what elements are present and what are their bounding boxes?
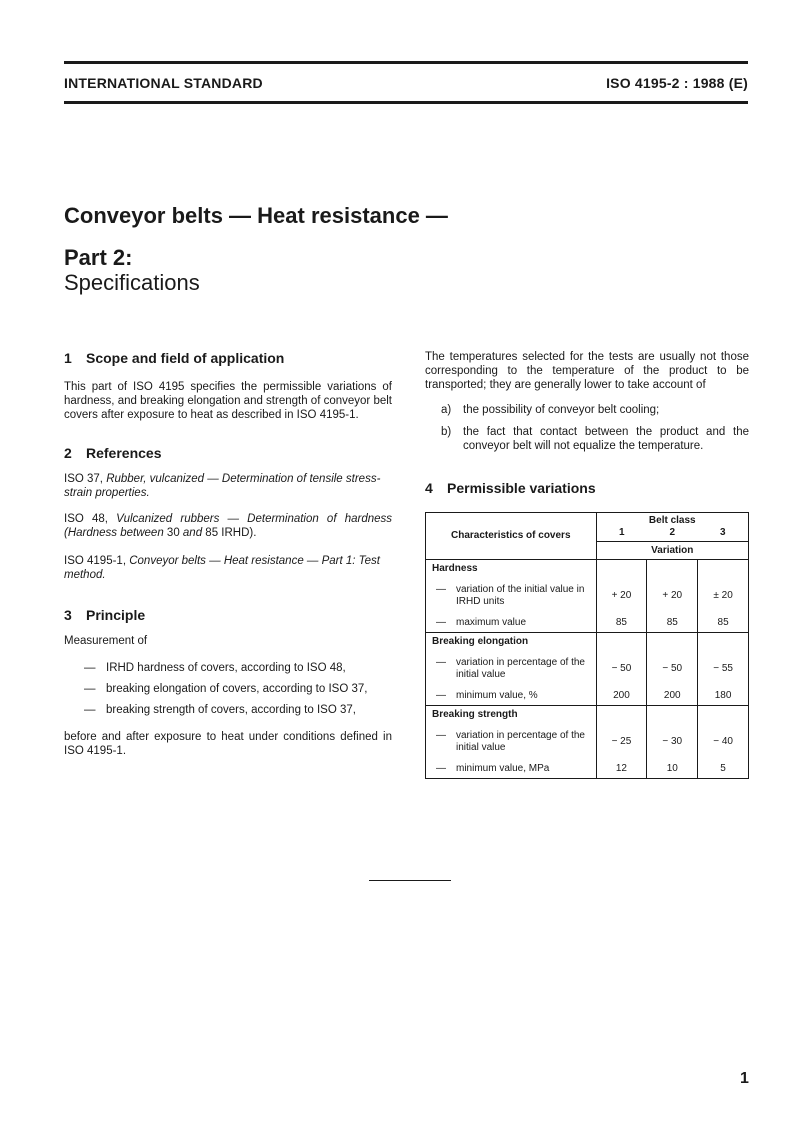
principle-item-text: IRHD hardness of covers, according to ISO 48,: [106, 662, 346, 674]
table-cell: [647, 560, 698, 579]
row-label-text: variation in percentage of the initial value: [456, 730, 585, 753]
list-label: b): [441, 426, 452, 438]
belt-class-label: Belt class: [648, 515, 696, 526]
table-cell: 85: [596, 614, 647, 633]
table-group-row: [426, 706, 749, 725]
table-cell: − 55: [698, 651, 749, 687]
reference-code: ISO 48,: [64, 513, 117, 525]
table-cell: − 50: [647, 651, 698, 687]
section-4-heading: [425, 479, 749, 497]
section-3-heading: [64, 606, 392, 624]
table-row: [426, 651, 749, 687]
belt-class-numbers: [597, 527, 748, 539]
row-label-text: minimum value, %: [456, 690, 538, 701]
section-1-heading: [64, 349, 392, 367]
reference-number: 85 IRHD: [205, 527, 250, 539]
table-cell: − 25: [596, 724, 647, 760]
table-cell: [647, 633, 698, 652]
row-label: [426, 760, 597, 779]
table-row: [426, 578, 749, 614]
table-cell: + 20: [647, 578, 698, 614]
reference-title: Vulcanized rubbers — Determination of hardness (Hardness between: [64, 513, 393, 539]
section-3-outro: before and after exposure to heat under conditions defined in ISO 4195-1.: [64, 731, 392, 757]
table-cell: [596, 560, 647, 579]
table-row: [426, 760, 749, 779]
reference-code: ISO 37,: [64, 473, 107, 485]
list-text: the fact that contact between the product and the conveyor belt will not equalize the temperature.: [463, 426, 749, 452]
section-2-title: References: [86, 445, 162, 461]
table-row: [426, 724, 749, 760]
table-cell: 200: [647, 687, 698, 706]
dash: —: [436, 657, 446, 668]
end-rule: [369, 880, 451, 881]
group-name: Hardness: [426, 560, 597, 579]
principle-item: [64, 682, 392, 696]
table-row: [426, 687, 749, 706]
title-main: Conveyor belts — Heat resistance —: [64, 203, 448, 228]
section-1-text: This part of ISO 4195 specifies the permissible variations of hardness, and breaking elongation and strength of conveyor belt covers after exposure to heat as described in ISO 4195-1.: [64, 381, 392, 421]
section-1-title: Scope and field of application: [86, 350, 285, 366]
dash: —: [84, 662, 96, 674]
principle-item-text: breaking strength of covers, according to ISO 37,: [106, 704, 356, 716]
dash: —: [436, 763, 446, 774]
title-part: Part 2:: [64, 245, 133, 270]
principle-item: [64, 661, 392, 675]
table-cell: − 40: [698, 724, 749, 760]
section-4-number: 4: [425, 480, 433, 496]
table-cell: 200: [596, 687, 647, 706]
table-cell: 12: [596, 760, 647, 779]
table-cell: − 50: [596, 651, 647, 687]
table-group-row: [426, 560, 749, 579]
row-label: [426, 724, 597, 760]
section-3-title: Principle: [86, 607, 146, 623]
dash: —: [84, 704, 96, 716]
table-cell: 85: [647, 614, 698, 633]
table-cell: − 30: [647, 724, 698, 760]
section-3-number: 3: [64, 607, 72, 623]
list-text: the possibility of conveyor belt cooling;: [463, 404, 660, 416]
section-3-intro: Measurement of: [64, 635, 148, 647]
reference-iso-37: [64, 472, 392, 500]
table-cell: 85: [698, 614, 749, 633]
reference-iso-48: [64, 512, 392, 540]
header-right: ISO 4195-2 : 1988 (E): [606, 75, 748, 91]
table-cell: ± 20: [698, 578, 749, 614]
reference-code: ISO 4195-1,: [64, 555, 130, 567]
principle-item-text: breaking elongation of covers, according to ISO 37,: [106, 683, 368, 695]
page-number: 1: [740, 1070, 749, 1087]
header-bottom-rule: [64, 101, 748, 104]
table-cell: [698, 633, 749, 652]
table-cell: [647, 706, 698, 725]
group-name: Breaking strength: [426, 706, 597, 725]
row-label: [426, 651, 597, 687]
group-name: Breaking elongation: [426, 633, 597, 652]
right-list-item-a: [425, 403, 749, 417]
right-intro-text: The temperatures selected for the tests are usually not those corresponding to the temperature of the product to be transported; they are generally lower to take account of: [425, 351, 749, 391]
table-cell: 180: [698, 687, 749, 706]
reference-tail: ).: [249, 527, 257, 539]
dash: —: [436, 730, 446, 741]
table-group-row: [426, 633, 749, 652]
left-column: [64, 349, 392, 758]
table-cell: + 20: [596, 578, 647, 614]
reference-iso-4195-1: [64, 554, 392, 582]
section-1-number: 1: [64, 350, 72, 366]
table-cell: 10: [647, 760, 698, 779]
variation-header: Variation: [596, 542, 748, 560]
right-list-item-b: [425, 425, 749, 453]
principle-item: [64, 703, 392, 717]
list-label: a): [441, 404, 452, 416]
section-2-number: 2: [64, 445, 72, 461]
reference-number: 30: [166, 527, 180, 539]
right-column: [425, 350, 749, 497]
section-4-title: Permissible variations: [447, 480, 596, 496]
row-label: [426, 687, 597, 706]
reference-title: Rubber, vulcanized — Determination of tensile stress-strain properties.: [64, 473, 381, 499]
table-cell: [698, 706, 749, 725]
dash: —: [436, 617, 446, 628]
dash: —: [436, 690, 446, 701]
section-2-heading: [64, 444, 392, 462]
table-cell: [596, 633, 647, 652]
header-top-rule: [64, 61, 748, 64]
row-label-text: variation of the initial value in IRHD units: [456, 584, 585, 607]
table-header-row: [426, 513, 749, 542]
table-cell: [698, 560, 749, 579]
class-number: 2: [669, 527, 676, 538]
reference-and: and: [179, 527, 206, 539]
row-label-text: variation in percentage of the initial value: [456, 657, 585, 680]
table-cell: [596, 706, 647, 725]
header-left: INTERNATIONAL STANDARD: [64, 75, 263, 91]
title-subtitle: Specifications: [64, 270, 200, 295]
row-label-text: maximum value: [456, 617, 527, 628]
col-header-characteristics: Characteristics of covers: [426, 513, 597, 560]
row-label-text: minimum value, MPa: [456, 763, 550, 774]
table-cell: 5: [698, 760, 749, 779]
reference-title: Conveyor belts — Heat resistance — Part 1: Test method.: [64, 555, 380, 581]
class-number: 1: [618, 527, 625, 538]
dash: —: [84, 683, 96, 695]
class-number: 3: [719, 527, 726, 538]
belt-class-header: [596, 513, 748, 542]
row-label: [426, 578, 597, 614]
row-label: [426, 614, 597, 633]
permissible-variations-table: [425, 512, 749, 779]
table-row: [426, 614, 749, 633]
dash: —: [436, 584, 446, 595]
